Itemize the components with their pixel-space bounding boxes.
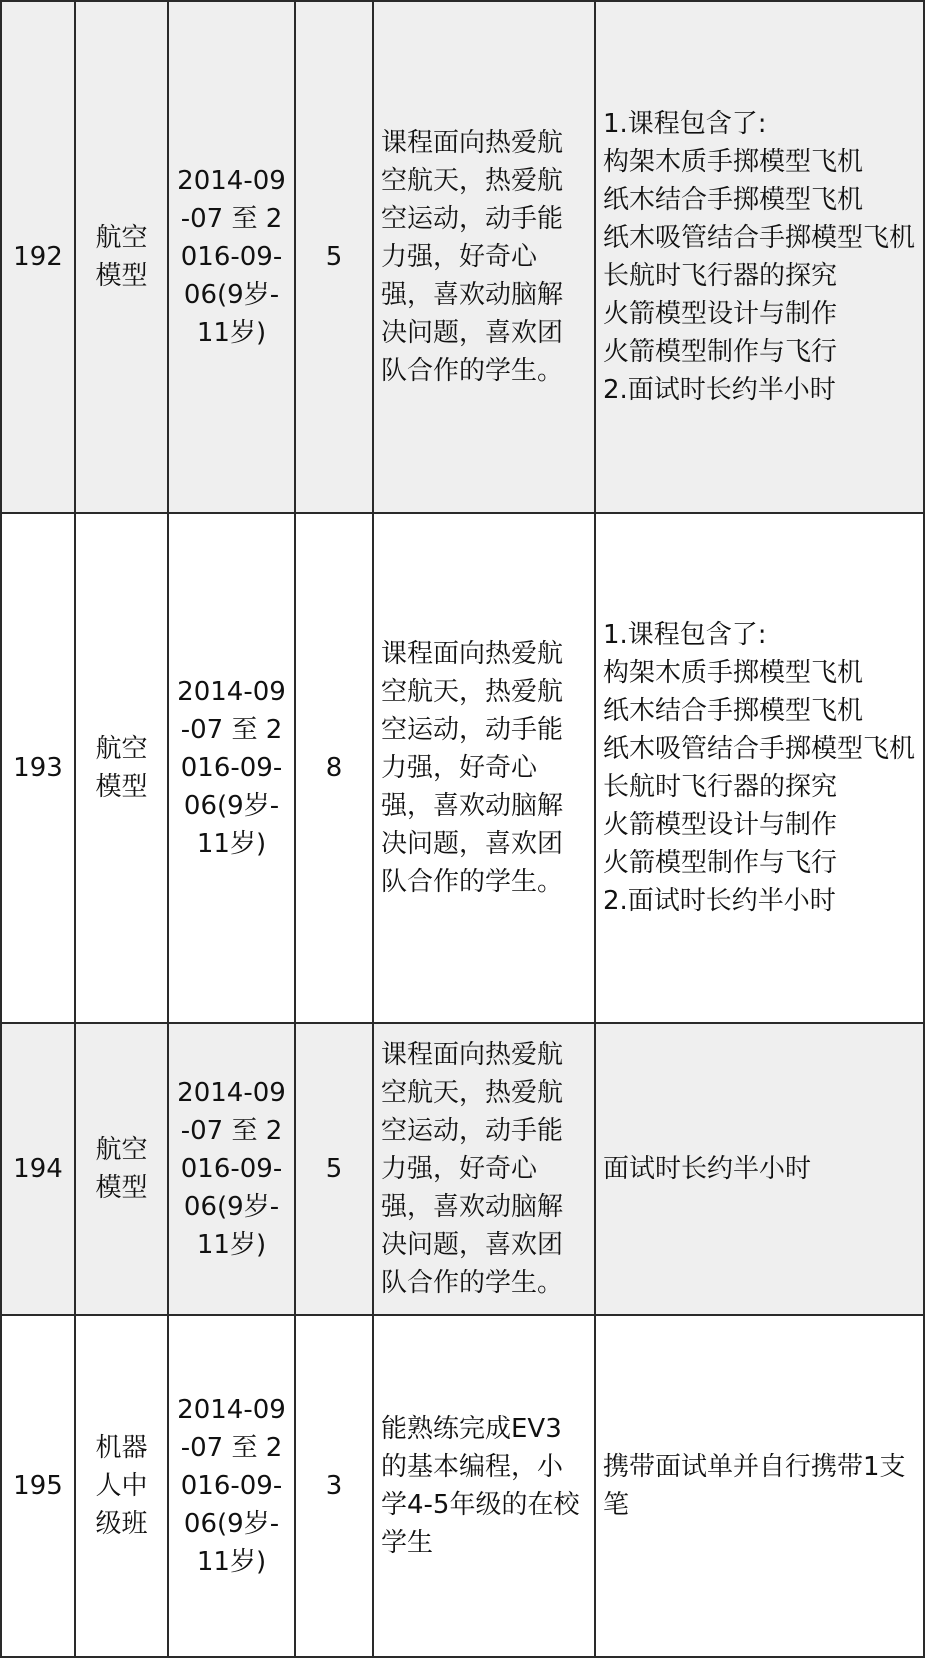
course-name: 机器人中级班: [75, 1315, 168, 1657]
row-id: 194: [1, 1023, 75, 1315]
course-notes: 1.课程包含了: 构架木质手掷模型飞机 纸木结合手掷模型飞机 纸木吸管结合手掷模型飞机 长航时飞行器的探究 火箭模型设计与制作 火箭模型制作与飞行 2.面试时长约半小时: [595, 1, 924, 513]
quota: 5: [295, 1023, 373, 1315]
course-notes: 1.课程包含了: 构架木质手掷模型飞机 纸木结合手掷模型飞机 纸木吸管结合手掷模型飞机 长航时飞行器的探究 火箭模型设计与制作 火箭模型制作与飞行 2.面试时长约半小时: [595, 513, 924, 1023]
course-name: 航空模型: [75, 1023, 168, 1315]
age-range: 2014-09-07 至 2016-09-06(9岁-11岁): [168, 1315, 295, 1657]
age-range: 2014-09-07 至 2016-09-06(9岁-11岁): [168, 1023, 295, 1315]
table-row: [1, 1, 924, 513]
course-notes: 面试时长约半小时: [595, 1023, 924, 1315]
row-id: 192: [1, 1, 75, 513]
quota: 5: [295, 1, 373, 513]
age-range: 2014-09-07 至 2016-09-06(9岁-11岁): [168, 513, 295, 1023]
age-range: 2014-09-07 至 2016-09-06(9岁-11岁): [168, 1, 295, 513]
quota: 8: [295, 513, 373, 1023]
course-name: 航空模型: [75, 513, 168, 1023]
course-name: 航空模型: [75, 1, 168, 513]
table-row: [1, 1023, 924, 1315]
row-id: 195: [1, 1315, 75, 1657]
course-description: 能熟练完成EV3的基本编程，小学4-5年级的在校学生: [373, 1315, 595, 1657]
course-description: 课程面向热爱航空航天，热爱航空运动，动手能力强，好奇心强，喜欢动脑解决问题，喜欢团队合作的学生。: [373, 513, 595, 1023]
table-row: [1, 1315, 924, 1657]
course-notes: 携带面试单并自行携带1支笔: [595, 1315, 924, 1657]
quota: 3: [295, 1315, 373, 1657]
course-description: 课程面向热爱航空航天，热爱航空运动，动手能力强，好奇心强，喜欢动脑解决问题，喜欢团队合作的学生。: [373, 1, 595, 513]
row-id: 193: [1, 513, 75, 1023]
course-description: 课程面向热爱航空航天，热爱航空运动，动手能力强，好奇心强，喜欢动脑解决问题，喜欢团队合作的学生。: [373, 1023, 595, 1315]
table-row: [1, 513, 924, 1023]
